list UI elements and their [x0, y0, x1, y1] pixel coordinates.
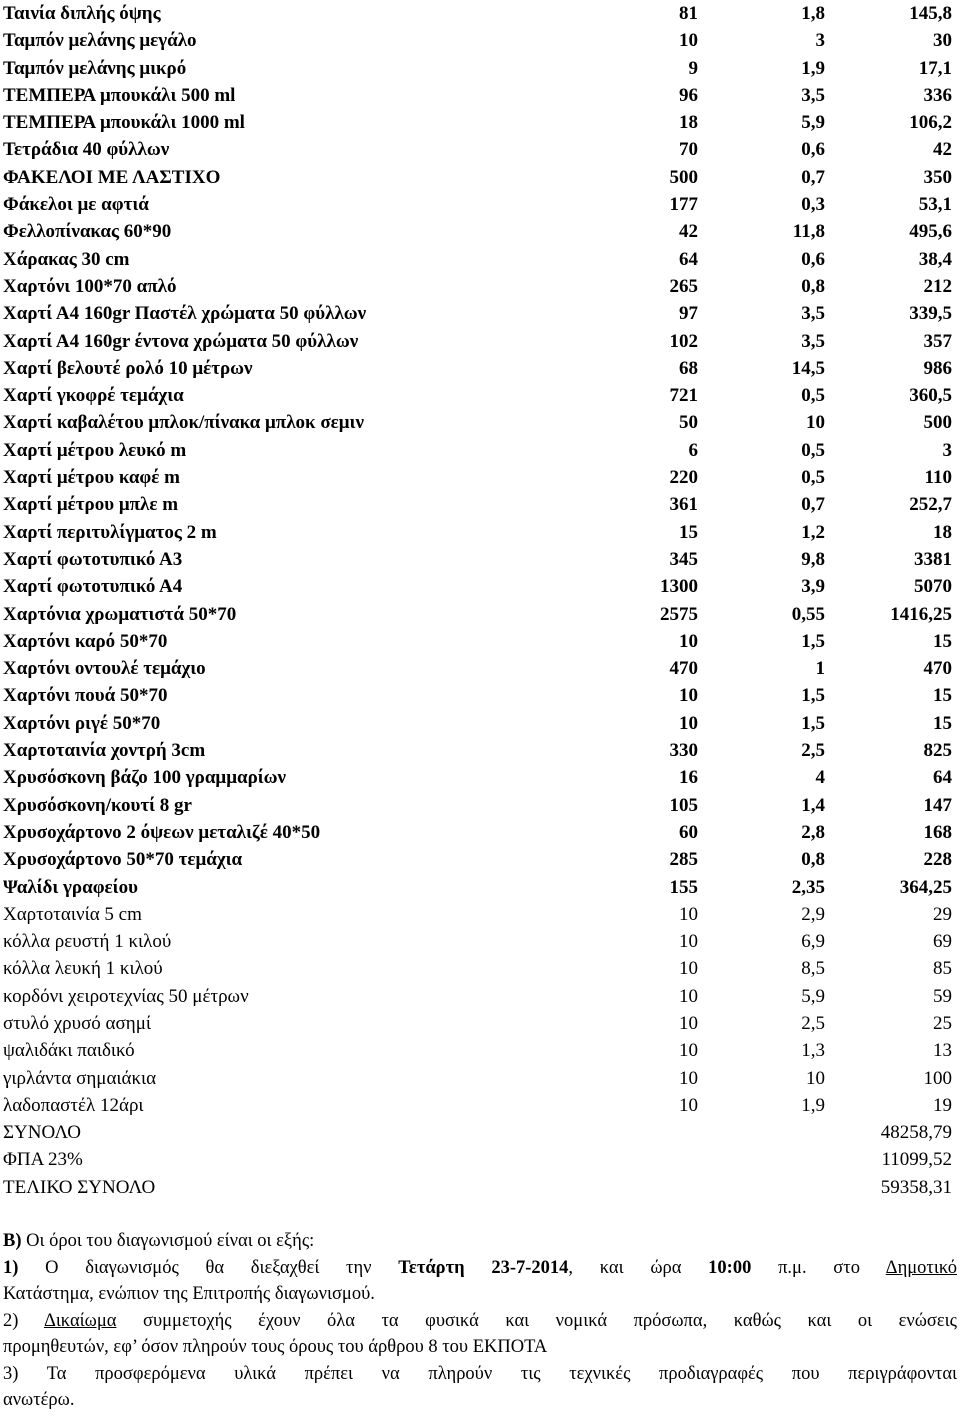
- item-name: Χρυσοχάρτονο 2 όψεων μεταλιζέ 40*50: [3, 821, 321, 843]
- item-unit-price: 1,5: [801, 630, 825, 652]
- item-name: ΤΕΛΙΚΟ ΣΥΝΟΛΟ: [3, 1176, 156, 1198]
- item-unit-price: 0,55: [791, 603, 825, 625]
- term-1-line-1: 1) Ο διαγωνισμός θα διεξαχθεί την Τετάρτη 23-7-2014, και ώρα 10:00 π.μ. στο Δημοτικό: [3, 1257, 957, 1278]
- item-total: 106,2: [909, 112, 952, 134]
- item-total: 30: [933, 30, 952, 52]
- item-name: Χαρτόνι πουά 50*70: [3, 685, 168, 707]
- item-unit-price: 0,5: [801, 385, 825, 407]
- item-unit-price: 10: [806, 412, 825, 434]
- item-name: γιρλάντα σημαιάκια: [3, 1067, 157, 1089]
- table-row: [0, 27, 960, 54]
- item-unit-price: 1,2: [801, 521, 825, 543]
- item-quantity: 16: [679, 767, 698, 789]
- item-unit-price: 1,9: [801, 57, 825, 79]
- item-name: κορδόνι χειροτεχνίας 50 μέτρων: [3, 985, 249, 1007]
- item-quantity: 721: [669, 385, 698, 407]
- item-total: 17,1: [918, 57, 952, 79]
- table-row: [0, 928, 960, 955]
- item-name: Ταμπόν μελάνης μεγάλο: [3, 30, 197, 52]
- item-quantity: 10: [679, 1067, 698, 1089]
- table-row: [0, 82, 960, 109]
- item-quantity: 50: [679, 412, 698, 434]
- item-total: 147: [923, 794, 952, 816]
- item-quantity: 81: [679, 3, 698, 24]
- table-row: [0, 764, 960, 791]
- item-quantity: 60: [679, 821, 698, 843]
- item-total: 3381: [914, 548, 952, 570]
- item-total: 19: [933, 1094, 952, 1116]
- tender-terms: [3, 1228, 957, 1414]
- item-name: ΤΕΜΠΕΡΑ μπουκάλι 1000 ml: [3, 112, 245, 134]
- item-name: Χαρτοταινία χοντρή 3cm: [3, 740, 206, 762]
- item-quantity: 500: [669, 166, 698, 188]
- item-unit-price: 1,3: [801, 1040, 825, 1062]
- item-name: στυλό χρυσό ασημί: [3, 1012, 151, 1034]
- table-row: [0, 519, 960, 546]
- item-total: 13: [933, 1040, 952, 1062]
- item-unit-price: 10: [806, 1067, 825, 1089]
- table-row: [0, 1092, 960, 1119]
- item-name: Χαρτοταινία 5 cm: [3, 903, 142, 925]
- item-unit-price: 1,9: [801, 1094, 825, 1116]
- item-unit-price: 1,4: [801, 794, 825, 816]
- item-total: 64: [933, 767, 952, 789]
- table-row: [0, 246, 960, 273]
- item-total: 25: [933, 1012, 952, 1034]
- item-quantity: 10: [679, 931, 698, 953]
- table-row: [0, 1119, 960, 1146]
- item-quantity: 68: [679, 357, 698, 379]
- item-quantity: 10: [679, 985, 698, 1007]
- item-total: 470: [923, 658, 952, 680]
- table-row: [0, 792, 960, 819]
- item-unit-price: 1,5: [801, 712, 825, 734]
- table-row: [0, 164, 960, 191]
- item-quantity: 155: [669, 876, 698, 898]
- item-name: Χαρτόνι καρό 50*70: [3, 630, 168, 652]
- item-total: 357: [923, 330, 952, 352]
- table-row: [0, 737, 960, 764]
- table-row: [0, 846, 960, 873]
- item-quantity: 10: [679, 1012, 698, 1034]
- table-row: [0, 955, 960, 982]
- item-unit-price: 0,3: [801, 194, 825, 216]
- item-name: Ταινία διπλής όψης: [3, 3, 161, 24]
- term-3-line-2: ανωτέρω.: [3, 1390, 75, 1410]
- item-unit-price: 8,5: [801, 958, 825, 980]
- item-name: λαδοπαστέλ 12άρι: [3, 1094, 144, 1116]
- table-row: [0, 273, 960, 300]
- item-total: 3: [942, 439, 952, 461]
- term-2-line-1: 2) Δικαίωμα συμμετοχής έχουν όλα τα φυσικά και νομικά πρόσωπα, καθώς και οι ενώσεις: [3, 1310, 957, 1331]
- item-unit-price: 2,35: [791, 876, 825, 898]
- item-unit-price: 1,8: [801, 3, 825, 24]
- item-total: 100: [923, 1067, 952, 1089]
- item-total: 212: [923, 275, 952, 297]
- item-unit-price: 2,9: [801, 903, 825, 925]
- item-total: 42: [933, 139, 952, 161]
- item-unit-price: 14,5: [791, 357, 825, 379]
- table-row: [0, 1037, 960, 1064]
- item-total: 336: [923, 84, 952, 106]
- item-unit-price: 2,5: [801, 740, 825, 762]
- item-total: 59358,31: [880, 1176, 952, 1198]
- item-quantity: 10: [679, 30, 698, 52]
- item-name: Χαρτί βελουτέ ρολό 10 μέτρων: [3, 357, 253, 379]
- item-unit-price: 0,6: [801, 248, 825, 270]
- item-quantity: 177: [669, 194, 698, 216]
- item-name: Χαρτί καβαλέτου μπλοκ/πίνακα μπλοκ σεμιν: [3, 412, 364, 434]
- item-total: 59: [933, 985, 952, 1007]
- table-row: [0, 109, 960, 136]
- item-total: 495,6: [909, 221, 952, 243]
- item-total: 339,5: [909, 303, 952, 325]
- item-quantity: 97: [679, 303, 698, 325]
- item-quantity: 220: [669, 467, 698, 489]
- item-unit-price: 1,5: [801, 685, 825, 707]
- item-name: Χαρτί μέτρου μπλε m: [3, 494, 179, 516]
- item-unit-price: 4: [815, 767, 825, 789]
- table-row: [0, 546, 960, 573]
- item-name: ΤΕΜΠΕΡΑ μπουκάλι 500 ml: [3, 84, 236, 106]
- item-unit-price: 2,5: [801, 1012, 825, 1034]
- table-row: [0, 409, 960, 436]
- item-unit-price: 0,7: [801, 494, 825, 516]
- item-name: Χαρτόνι οντουλέ τεμάχιο: [3, 658, 206, 680]
- item-total: 15: [933, 685, 952, 707]
- item-name: Χαρτί μέτρου καφέ m: [3, 467, 180, 489]
- table-row: [0, 628, 960, 655]
- item-total: 350: [923, 166, 952, 188]
- item-quantity: 96: [679, 84, 698, 106]
- item-total: 29: [933, 903, 952, 925]
- item-total: 145,8: [909, 3, 952, 24]
- item-quantity: 361: [669, 494, 698, 516]
- item-total: 69: [933, 931, 952, 953]
- table-row: [0, 355, 960, 382]
- term-1-line-2: Κατάστημα, ενώπιον της Επιτροπής διαγωνισμού.: [3, 1284, 375, 1304]
- item-unit-price: 5,9: [801, 112, 825, 134]
- item-quantity: 470: [669, 658, 698, 680]
- item-unit-price: 0,8: [801, 275, 825, 297]
- item-quantity: 18: [679, 112, 698, 134]
- table-row: [0, 601, 960, 628]
- item-name: κόλλα ρευστή 1 κιλού: [3, 931, 172, 953]
- item-name: Χαρτί μέτρου λευκό m: [3, 439, 187, 461]
- item-name: Τετράδια 40 φύλλων: [3, 139, 170, 161]
- item-name: Χρυσοχάρτονο 50*70 τεμάχια: [3, 849, 243, 871]
- item-name: Χάρακας 30 cm: [3, 248, 130, 270]
- table-row: [0, 901, 960, 928]
- item-name: Χαρτόνια χρωματιστά 50*70: [3, 603, 237, 625]
- table-row: [0, 437, 960, 464]
- item-name: Φάκελοι με αφτιά: [3, 194, 149, 216]
- item-quantity: 102: [669, 330, 698, 352]
- item-quantity: 2575: [660, 603, 698, 625]
- item-name: Χαρτί Α4 160gr Παστέλ χρώματα 50 φύλλων: [3, 303, 367, 325]
- item-unit-price: 3,5: [801, 303, 825, 325]
- item-name: Ταμπόν μελάνης μικρό: [3, 57, 187, 79]
- item-total: 15: [933, 630, 952, 652]
- item-name: Χρυσόσκονη/κουτί 8 gr: [3, 794, 192, 816]
- item-quantity: 64: [679, 248, 698, 270]
- table-row: [0, 0, 960, 27]
- item-unit-price: 3: [815, 30, 825, 52]
- item-name: Φελλοπίνακας 60*90: [3, 221, 172, 243]
- item-unit-price: 6,9: [801, 931, 825, 953]
- item-name: Χαρτί φωτοτυπικό Α3: [3, 548, 183, 570]
- item-total: 360,5: [909, 385, 952, 407]
- item-name: ψαλιδάκι παιδικό: [3, 1040, 135, 1062]
- item-quantity: 9: [688, 57, 698, 79]
- item-total: 825: [923, 740, 952, 762]
- item-quantity: 105: [669, 794, 698, 816]
- item-quantity: 10: [679, 1094, 698, 1116]
- item-quantity: 285: [669, 849, 698, 871]
- item-unit-price: 0,7: [801, 166, 825, 188]
- item-total: 18: [933, 521, 952, 543]
- item-unit-price: 3,5: [801, 84, 825, 106]
- item-quantity: 6: [688, 439, 698, 461]
- table-row: [0, 983, 960, 1010]
- table-row: [0, 1174, 960, 1201]
- item-name: Χαρτόνι ριγέ 50*70: [3, 712, 161, 734]
- item-unit-price: 5,9: [801, 985, 825, 1007]
- item-unit-price: 3,9: [801, 576, 825, 598]
- item-quantity: 330: [669, 740, 698, 762]
- table-row: [0, 136, 960, 163]
- item-unit-price: 9,8: [801, 548, 825, 570]
- item-unit-price: 0,8: [801, 849, 825, 871]
- item-total: 168: [923, 821, 952, 843]
- table-row: [0, 218, 960, 245]
- table-row: [0, 819, 960, 846]
- item-quantity: 265: [669, 275, 698, 297]
- item-name: Χαρτί φωτοτυπικό Α4: [3, 576, 183, 598]
- table-row: [0, 382, 960, 409]
- terms-heading: Β) Οι όροι του διαγωνισμού είναι οι εξής:: [3, 1231, 315, 1251]
- item-name: ΣΥΝΟΛΟ: [3, 1122, 82, 1144]
- table-row: [0, 682, 960, 709]
- table-row: [0, 1065, 960, 1092]
- item-total: 252,7: [909, 494, 952, 516]
- item-unit-price: 0,5: [801, 467, 825, 489]
- term-3-line-1: 3) Τα προσφερόμενα υλικά πρέπει να πληρούν τις τεχνικές προδιαγραφές που περιγράφονται: [3, 1363, 957, 1384]
- table-row: [0, 55, 960, 82]
- item-quantity: 15: [679, 521, 698, 543]
- table-row: [0, 1146, 960, 1173]
- item-total: 228: [923, 849, 952, 871]
- item-name: Χρυσόσκονη βάζο 100 γραμμαρίων: [3, 767, 287, 789]
- table-row: [0, 328, 960, 355]
- item-name: ΦΠΑ 23%: [3, 1149, 83, 1171]
- table-row: [0, 874, 960, 901]
- item-name: Ψαλίδι γραφείου: [3, 876, 138, 898]
- item-name: ΦΑΚΕΛΟΙ ΜΕ ΛΑΣΤΙΧΟ: [3, 166, 221, 188]
- item-name: Χαρτί περιτυλίγματος 2 m: [3, 521, 217, 543]
- table-row: [0, 300, 960, 327]
- item-quantity: 10: [679, 630, 698, 652]
- item-unit-price: 3,5: [801, 330, 825, 352]
- item-quantity: 10: [679, 712, 698, 734]
- item-total: 15: [933, 712, 952, 734]
- item-unit-price: 0,6: [801, 139, 825, 161]
- item-total: 38,4: [918, 248, 952, 270]
- table-row: [0, 573, 960, 600]
- item-quantity: 70: [679, 139, 698, 161]
- item-quantity: 10: [679, 903, 698, 925]
- item-quantity: 10: [679, 685, 698, 707]
- table-row: [0, 464, 960, 491]
- item-quantity: 10: [679, 958, 698, 980]
- item-quantity: 42: [679, 221, 698, 243]
- item-unit-price: 0,5: [801, 439, 825, 461]
- item-total: 5070: [914, 576, 952, 598]
- item-total: 11099,52: [881, 1149, 952, 1171]
- item-unit-price: 11,8: [792, 221, 825, 243]
- item-quantity: 345: [669, 548, 698, 570]
- item-total: 53,1: [918, 194, 952, 216]
- item-name: Χαρτόνι 100*70 απλό: [3, 275, 177, 297]
- item-unit-price: 1: [815, 658, 825, 680]
- table-row: [0, 1010, 960, 1037]
- item-total: 1416,25: [890, 603, 952, 625]
- term-2-line-2: προμηθευτών, εφ’ όσον πληρούν τους όρους του άρθρου 8 του ΕΚΠΟΤΑ: [3, 1337, 548, 1357]
- item-name: Χαρτί γκοφρέ τεμάχια: [3, 385, 184, 407]
- item-name: Χαρτί Α4 160gr έντονα χρώματα 50 φύλλων: [3, 330, 359, 352]
- table-row: [0, 191, 960, 218]
- item-total: 986: [923, 357, 952, 379]
- table-row: [0, 491, 960, 518]
- item-quantity: 10: [679, 1040, 698, 1062]
- item-quantity: 1300: [660, 576, 698, 598]
- table-row: [0, 655, 960, 682]
- item-unit-price: 2,8: [801, 821, 825, 843]
- item-total: 48258,79: [880, 1122, 952, 1144]
- table-row: [0, 710, 960, 737]
- item-total: 500: [923, 412, 952, 434]
- item-total: 364,25: [899, 876, 952, 898]
- item-total: 110: [924, 467, 952, 489]
- item-name: κόλλα λευκή 1 κιλού: [3, 958, 163, 980]
- item-total: 85: [933, 958, 952, 980]
